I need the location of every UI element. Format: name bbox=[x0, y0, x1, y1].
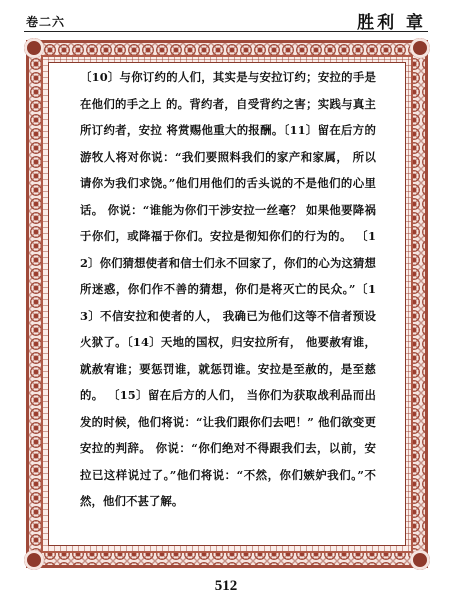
chapter-title: 胜利 章 bbox=[357, 13, 426, 33]
verse-text-block bbox=[80, 64, 376, 515]
corner-ornament-icon bbox=[410, 38, 430, 58]
page-number: 512 bbox=[214, 578, 238, 594]
volume-label: 卷二六 bbox=[26, 15, 66, 29]
verse-paragraph: 〔10〕与你订约的人们，其实是与安拉订约；安拉的手是在他们的手之上 的。背约者，自受背约之害；实践与真主所订约者，安拉 将赏赐他重大的报酬。〔11〕留在后方的游牧人将对你说：“我们要照料我们的家产和家属， 所以请你为我们求饶。”他们用他们的舌头说的不是他们的心里话。 你说：“谁能为你们干涉安拉一丝毫？ 如果他要降祸于你们，或降福于你们。安拉是彻知你们的行为的。 〔12〕你们猜想使者和信士们永不回家了，你们的心为这猜想所迷惑，你们作不善的猜想，你们是将灭亡的民众。”〔13〕不信安拉和使者的人， 我确已为他们这等不信者预设火狱了。〔14〕天地的国权，归安拉所有， 他要赦宥谁，就赦宥谁；要惩罚谁，就惩罚谁。安拉是至赦的，是至慈的。 〔15〕留在后方的人们， 当你们为获取战利品而出发的时候，他们将说：“让我们跟你们去吧！” 他们欲变更安拉的判辞。 你说：“你们绝对不得跟我们去，以前，安拉已这样说过了。”他们将说：“不然，你们嫉妒我们。”不然，他们不甚了解。 bbox=[80, 70, 376, 508]
corner-ornament-icon bbox=[410, 550, 430, 570]
corner-ornament-icon bbox=[24, 38, 44, 58]
corner-ornament-icon bbox=[24, 550, 44, 570]
header-rule bbox=[24, 31, 428, 32]
running-header bbox=[24, 8, 428, 32]
